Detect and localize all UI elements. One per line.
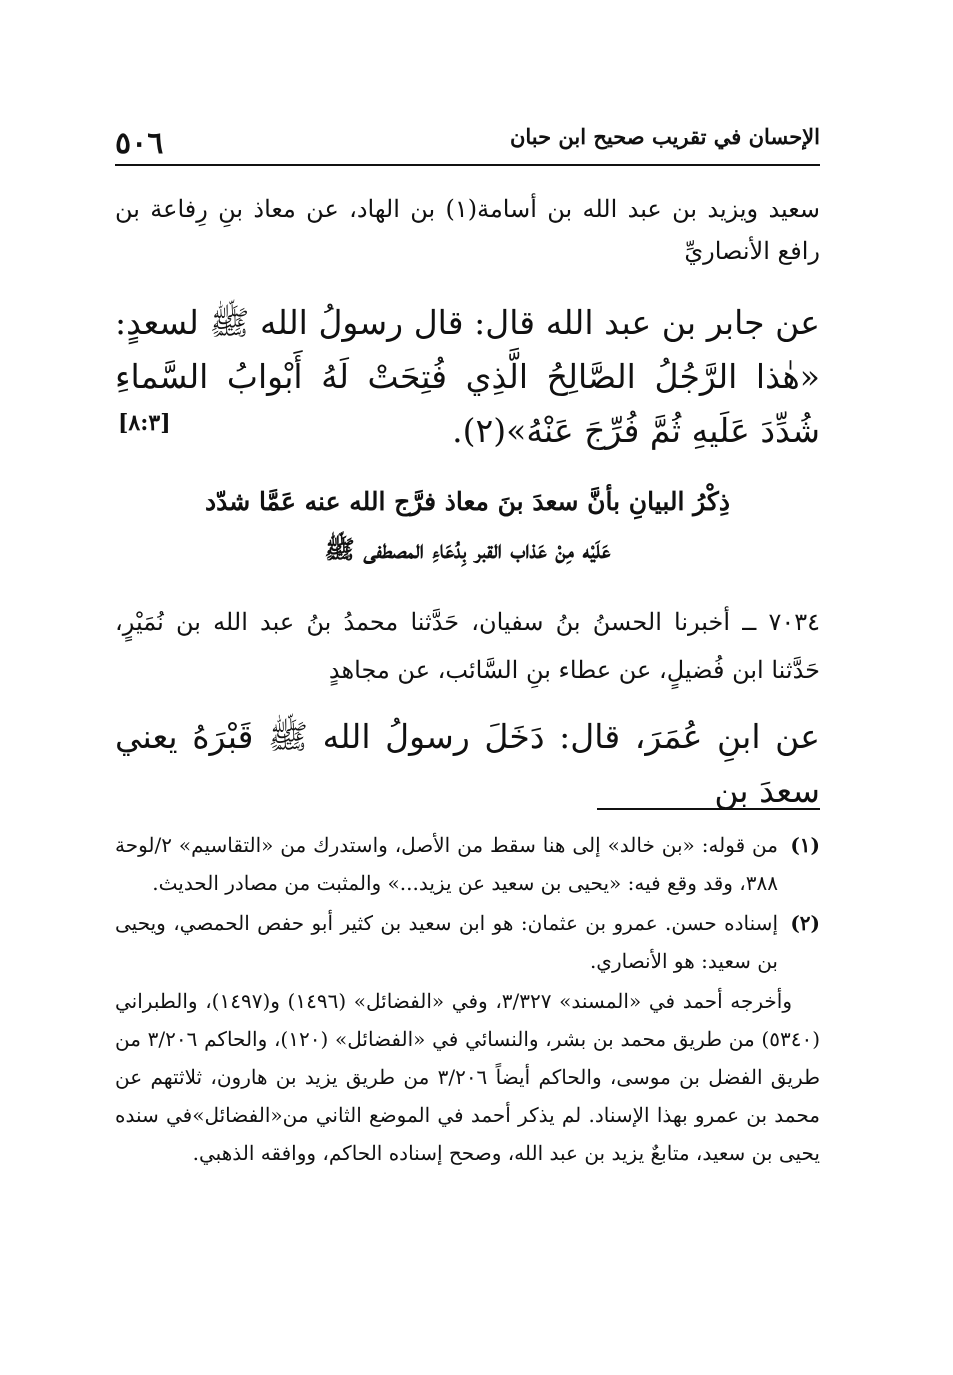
hadith-chain: ٧٠٣٤ ــ أخبرنا الحسنُ بنُ سفيان، حَدَّثنا محمدُ بنُ عبد الله بن نُمَيْرٍ، حَدَّثنا ابن فُضيلٍ، عن عطاء بنِ السَّائب، عن مجاهدٍ	[115, 608, 820, 684]
footnote-text: من قوله: «بن خالد» إلى هنا سقط من الأصل، واستدرك من «التقاسيم» ٢/لوحة ٣٨٨، وقد وقع فيه: «يحيى بن سعيد عن يزيد...» والمثبت من مصادر الحديث.	[115, 833, 778, 895]
chapter-heading-line-2: عَلَيْه مِنْ عَذاب القبر بِدُعَاءِ المصطفى ﷺ	[324, 535, 611, 564]
page-number: ٥٠٦	[115, 126, 164, 161]
running-title: الإحسان في تقريب صحيح ابن حبان	[509, 124, 820, 149]
footnote-number: (١)	[790, 833, 820, 857]
footnote-2-continuation: وأخرجه أحمد في «المسند» ٣/٣٢٧، وفي «الفضائل» (١٤٩٦) و(١٤٩٧)، والطبراني (٥٣٤٠) من طريق محمد بن بشر، والنسائي في «الفضائل» (١٢٠)، والحاكم ٣/٢٠٦ من طريق الفضل بن موسى، والحاكم أيضاً ٣/٢٠٦ من طريق يزيد بن هارون، ثلاثتهم عن محمد بن عمرو بهذا الإسناد. لم يذكر أحمد في الموضع الثاني من«الفضائل»في سنده يحيى بن سعيد، متابعٌ يزيد بن عبد الله، وصحح إسناده الحاكم، ووافقه الذهبي.	[115, 989, 821, 1165]
hadith-chain-continuation: سعيد ويزيد بن عبد الله بن أسامة(١) بن الهاد، عن معاذ بنِ رِفاعة بن رافع الأنصاريِّ	[115, 195, 820, 265]
hadith-reference: [٨:٣]	[118, 410, 171, 436]
hadith-text: عن جابر بن عبد الله قال: قال رسولُ الله ﷺ لسعدٍ: «هٰذا الرَّجُلُ الصَّالِحُ الَّذِي فُتِحَتْ لَهُ أَبْوابُ السَّماءِ شُدِّدَ عَلَيهِ ثُمَّ فُرِّجَ عَنْهُ»(٢).	[115, 303, 820, 450]
chapter-heading	[115, 478, 820, 574]
footnotes	[115, 826, 820, 1172]
footnote-text: إسناده حسن. عمرو بن عثمان: هو ابن سعيد بن كثير أبو حفص الحمصي، ويحيى بن سعيد: هو الأنصاري.	[115, 911, 778, 973]
footnote-number: (٢)	[790, 911, 820, 935]
chapter-heading-line-1: ذِكْرُ البيانِ بأنَّ سعدَ بنَ معاذ فرَّج الله عنه عَمَّا شدّد	[205, 487, 730, 516]
footnote-2	[115, 904, 820, 980]
footnote-1	[115, 826, 820, 902]
page-header	[115, 118, 820, 166]
footnote-divider	[597, 808, 820, 810]
hadith-text-2: عن ابنِ عُمَرَ، قال: دَخَلَ رسولُ الله ﷺ قَبْرَهُ يعني سعدَ بن	[115, 717, 820, 810]
